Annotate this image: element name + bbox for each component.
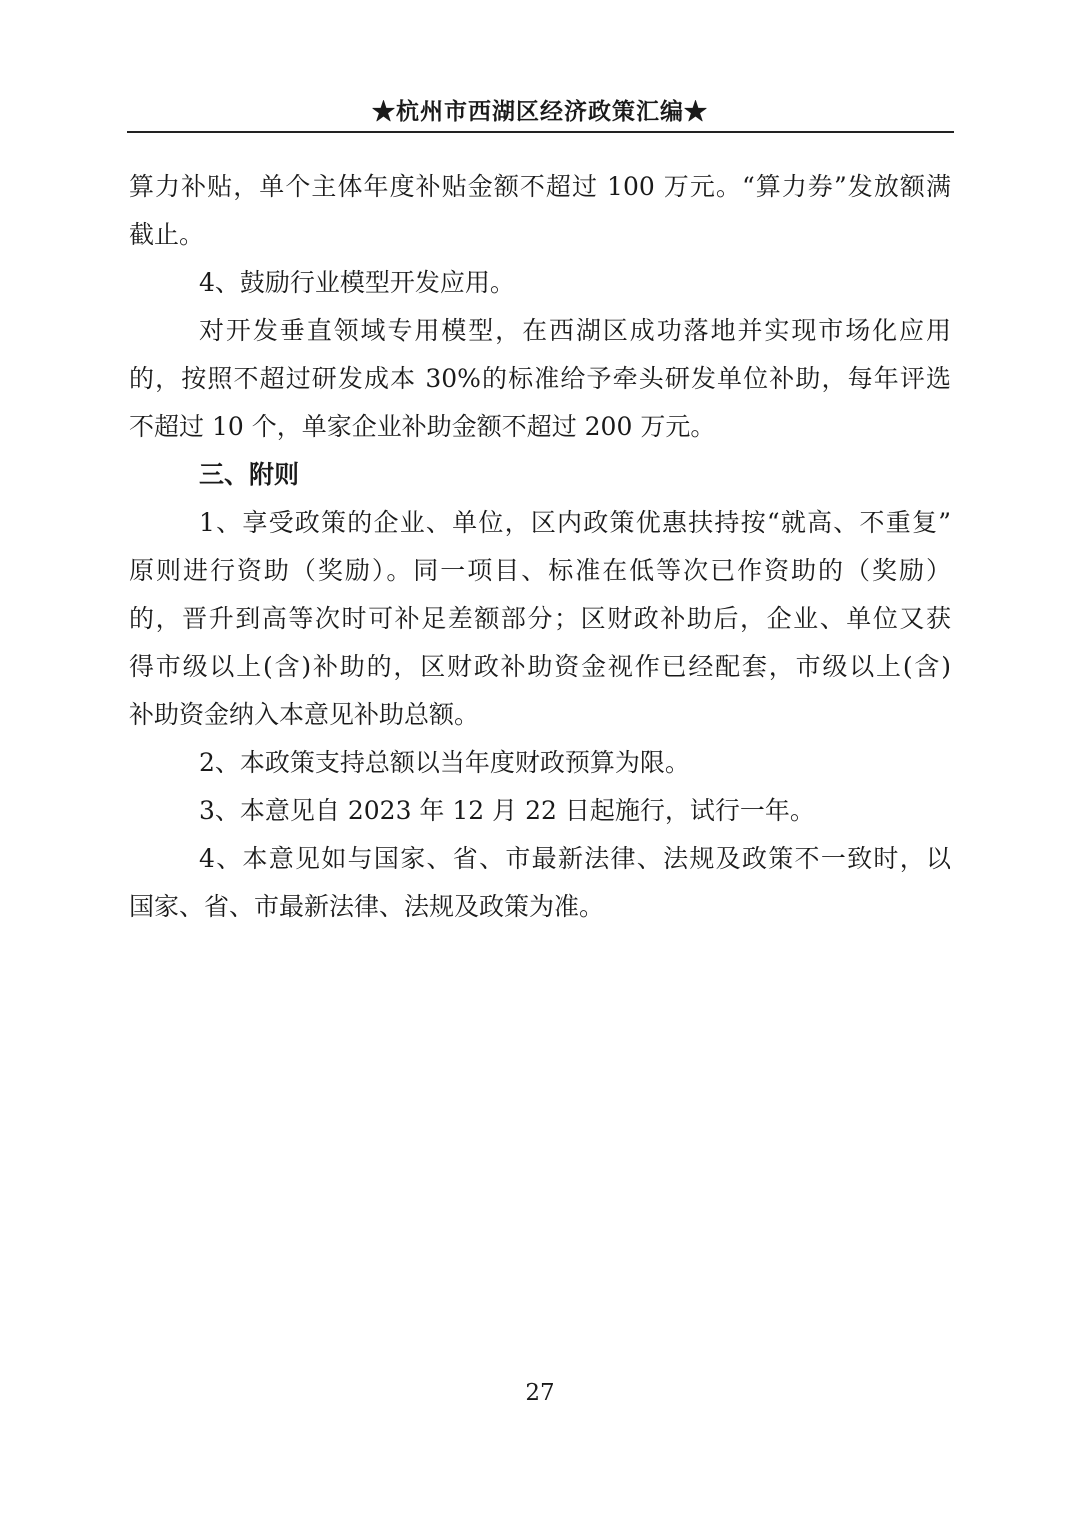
rule-1 xyxy=(129,499,951,739)
document-body xyxy=(129,163,951,931)
text-line: 1、享受政策的企业、单位，区内政策优惠扶持按“就高、不重复” xyxy=(199,508,951,537)
text-line: 算力补贴，单个主体年度补贴金额不超过 100 万元。“算力券”发放额满 xyxy=(129,172,951,201)
section-heading-text: 三、附则 xyxy=(199,460,300,489)
section-heading xyxy=(129,451,951,499)
paragraph-computing-subsidy xyxy=(129,163,951,259)
text-line: 4、鼓励行业模型开发应用。 xyxy=(199,268,515,297)
rule-2 xyxy=(129,739,951,787)
text-line: 国家、省、市最新法律、法规及政策为准。 xyxy=(129,892,605,921)
text-line: 3、本意见自 2023 年 12 月 22 日起施行，试行一年。 xyxy=(199,796,815,825)
running-header-title: ★杭州市西湖区经济政策汇编★ xyxy=(372,98,708,125)
text-line: 截止。 xyxy=(129,220,205,249)
text-line: 的，按照不超过研发成本 30%的标准给予牵头研发单位补助，每年评选 xyxy=(129,364,951,393)
text-line: 的，晋升到高等次时可补足差额部分；区财政补助后，企业、单位又获 xyxy=(129,604,951,633)
text-line: 补助资金纳入本意见补助总额。 xyxy=(129,700,480,729)
header-divider xyxy=(127,131,954,133)
rule-4 xyxy=(129,835,951,931)
text-line: 原则进行资助（奖励）。同一项目、标准在低等次已作资助的（奖励） xyxy=(129,556,951,585)
rule-3 xyxy=(129,787,951,835)
text-line: 对开发垂直领域专用模型，在西湖区成功落地并实现市场化应用 xyxy=(199,316,951,345)
item-4-title xyxy=(129,259,951,307)
text-line: 不超过 10 个，单家企业补助金额不超过 200 万元。 xyxy=(129,412,716,441)
page-number: 27 xyxy=(525,1380,555,1406)
text-line: 得市级以上(含)补助的，区财政补助资金视作已经配套，市级以上(含) xyxy=(129,652,951,681)
text-line: 4、本意见如与国家、省、市最新法律、法规及政策不一致时，以 xyxy=(199,844,951,873)
paragraph-model-development xyxy=(129,307,951,451)
text-line: 2、本政策支持总额以当年度财政预算为限。 xyxy=(199,748,690,777)
